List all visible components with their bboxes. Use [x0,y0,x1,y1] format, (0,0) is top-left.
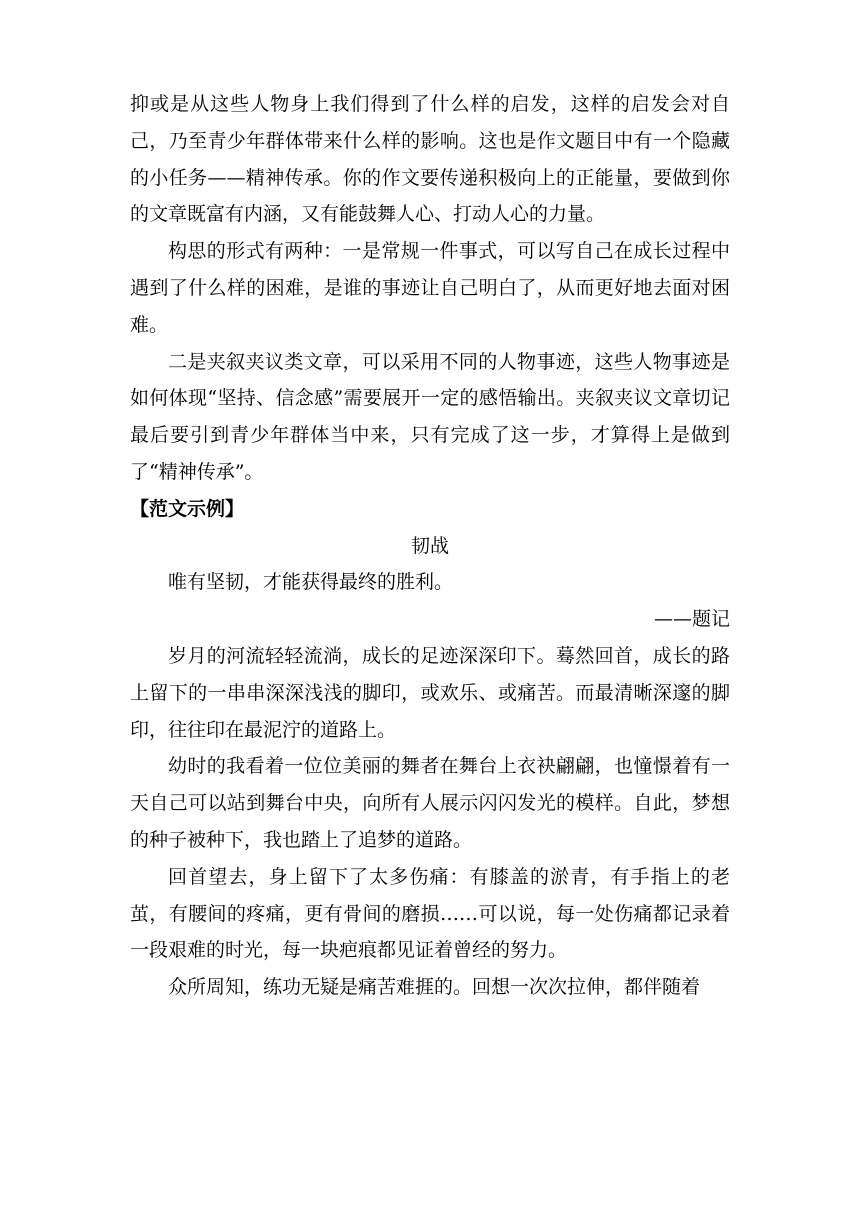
essay-paragraph-3: 回首望去，身上留下了太多伤痛：有膝盖的淤青，有手指上的老茧，有腰间的疼痛，更有骨间的磨损……可以说，每一处伤痛都记录着一段艰难的时光，每一块疤痕都见证着曾经的努力。 [130,865,730,962]
essay-paragraph-4: 众所周知，练功无疑是痛苦难捱的。回想一次次拉伸，都伴随着 [168,976,701,999]
sample-essay-heading: 【范文示例】 [130,497,245,520]
essay-epigraph-source: ——题记 [653,608,730,631]
intro-paragraph-1: 抑或是从这些人物身上我们得到了什么样的启发，这样的启发会对自己，乃至青少年群体带来什么样的影响。这也是作文题目中有一个隐藏的小任务——精神传承。你的作文要传递积极向上的正能量，要做到你的文章既富有内涵，又有能鼓舞人心、打动人心的力量。 [130,93,730,226]
essay-title: 韧战 [410,534,449,557]
essay-epigraph: 唯有坚韧，才能获得最终的胜利。 [168,571,454,594]
intro-paragraph-2: 构思的形式有两种：一是常规一件事式，可以写自己在成长过程中遇到了什么样的困难，是谁的事迹让自己明白了，从而更好地去面对困难。 [130,240,730,336]
document-page [130,86,730,1006]
essay-paragraph-1: 岁月的河流轻轻流淌，成长的足迹深深印下。蓦然回首，成长的路上留下的一串串深深浅浅的脚印，或欢乐、或痛苦。而最清晰深邃的脚印，往往印在最泥泞的道路上。 [130,644,730,741]
intro-paragraph-3: 二是夹叙夹议类文章，可以采用不同的人物事迹，这些人物事迹是如何体现“坚持、信念感”需要展开一定的感悟输出。夹叙夹议文章切记最后要引到青少年群体当中来，只有完成了这一步，才算得上是做到了“精神传承”。 [130,350,730,483]
essay-paragraph-2: 幼时的我看着一位位美丽的舞者在舞台上衣袂翩翩，也憧憬着有一天自己可以站到舞台中央，向所有人展示闪闪发光的模样。自此，梦想的种子被种下，我也踏上了追梦的道路。 [130,755,730,851]
